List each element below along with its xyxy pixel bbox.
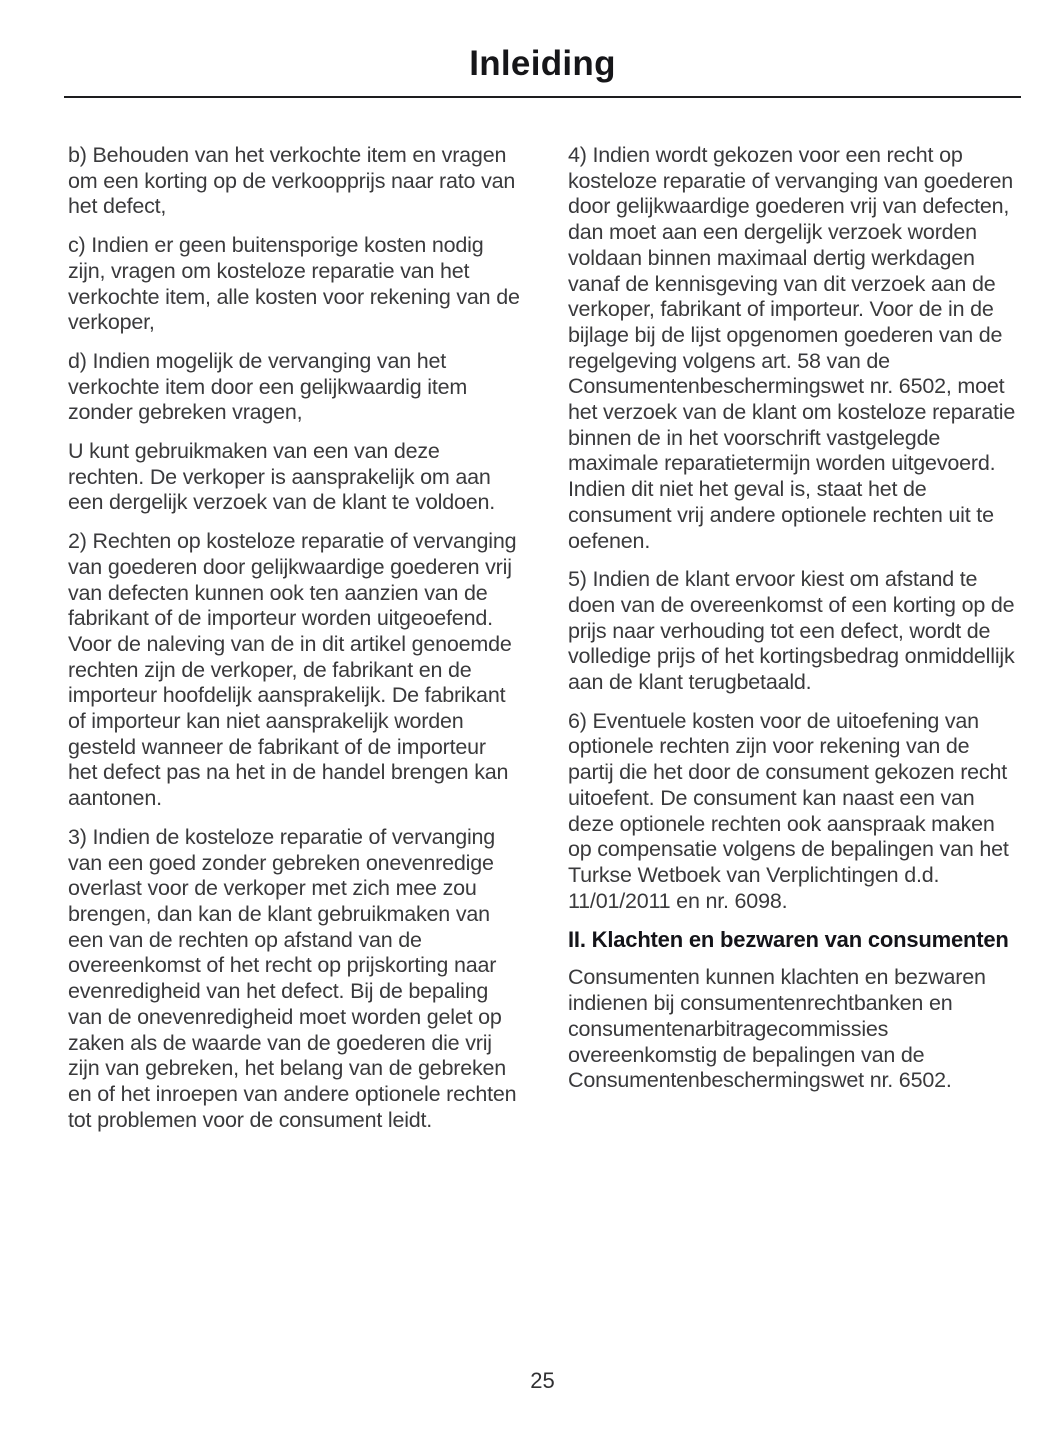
two-column-body: [68, 143, 1020, 1146]
page-number: 25: [530, 1368, 555, 1393]
page-title: Inleiding: [469, 44, 616, 83]
paragraph-complaints: Consumenten kunnen klachten en bezwaren indienen bij consumentenrechtbanken en consumentenarbitragecommissies overeenkomstig de bepalingen van de Consumentenbeschermingswet nr. 6502.: [568, 965, 986, 1093]
paragraph-rights: U kunt gebruikmaken van een van deze rechten. De verkoper is aansprakelijk om aan een dergelijk verzoek van de klant te voldoen.: [68, 439, 496, 515]
list-item-b: b) Behouden van het verkochte item en vragen om een korting op de verkoopprijs naar rato van het defect,: [68, 143, 516, 219]
paragraph-4: 4) Indien wordt gekozen voor een recht op kosteloze reparatie of vervanging van goederen door gelijkwaardige goederen vrij van defecten, dan moet aan een dergelijk verzoek worden voldaan binnen maximaal dertig werkdagen vanaf de kennisgeving van dit verzoek aan de verkoper, fabrikant of importeur. Voor de in de bijlage bij de lijst opgenomen goederen van de regelgeving volgens art. 58 van de Consumentenbeschermingswet nr. 6502, moet het verzoek van de klant om kosteloze reparatie binnen de in het voorschrift vastgelegde maximale reparatietermijn worden uitgevoerd. Indien dit niet het geval is, staat het de consument vrij andere optionele rechten uit te oefenen.: [568, 143, 1016, 553]
header-divider: [64, 96, 1021, 98]
paragraph-3: 3) Indien de kosteloze reparatie of vervanging van een goed zonder gebreken onevenredige overlast voor de verkoper met zich mee zou brengen, dan kan de klant gebruikmaken van een van de rechten op afstand van de overeenkomst of het recht op prijskorting naar evenredigheid van het defect. Bij de bepaling van de onevenredigheid moet worden gelet op zaken als de waarde van de goederen die vrij zijn van gebreken, het belang van de gebreken en of het inroepen van andere optionele rechten tot problemen voor de consument leidt.: [68, 824, 517, 1132]
list-item-c: c) Indien er geen buitensporige kosten nodig zijn, vragen om kosteloze reparatie van het verkochte item, alle kosten voor rekening van de verkoper,: [68, 233, 520, 335]
section-heading-complaints: II. Klachten en bezwaren van consumenten: [568, 927, 1009, 953]
right-column: [568, 143, 1020, 1146]
list-item-d: d) Indien mogelijk de vervanging van het verkochte item door een gelijkwaardig item zonder gebreken vragen,: [68, 348, 468, 425]
paragraph-2: 2) Rechten op kosteloze reparatie of vervanging van goederen door gelijkwaardige goederen vrij van defecten kunnen ook ten aanzien van de fabrikant of de importeur worden uitgeoefend. Voor de naleving van de in dit artikel genoemde rechten zijn de verkoper, de fabrikant en de importeur hoofdelijk aansprakelijk. De fabrikant of importeur kan niet aansprakelijk worden gesteld wanneer de fabrikant of de importeur het defect pas na het in de handel brengen kan aantonen.: [68, 529, 517, 811]
left-column: [68, 143, 520, 1146]
paragraph-6: 6) Eventuele kosten voor de uitoefening van optionele rechten zijn voor rekening van de partij die het door de consument gekozen recht uitoefent. De consument kan naast een van deze optionele rechten ook aanspraak maken op compensatie volgens de bepalingen van het Turkse Wetboek van Verplichtingen d.d. 11/01/2011 en nr. 6098.: [568, 708, 1009, 913]
paragraph-5: 5) Indien de klant ervoor kiest om afstand te doen van de overeenkomst of een korting op de prijs naar verhouding tot een defect, wordt de volledige prijs of het kortingsbedrag onmiddellijk aan de klant terugbetaald.: [568, 567, 1015, 695]
